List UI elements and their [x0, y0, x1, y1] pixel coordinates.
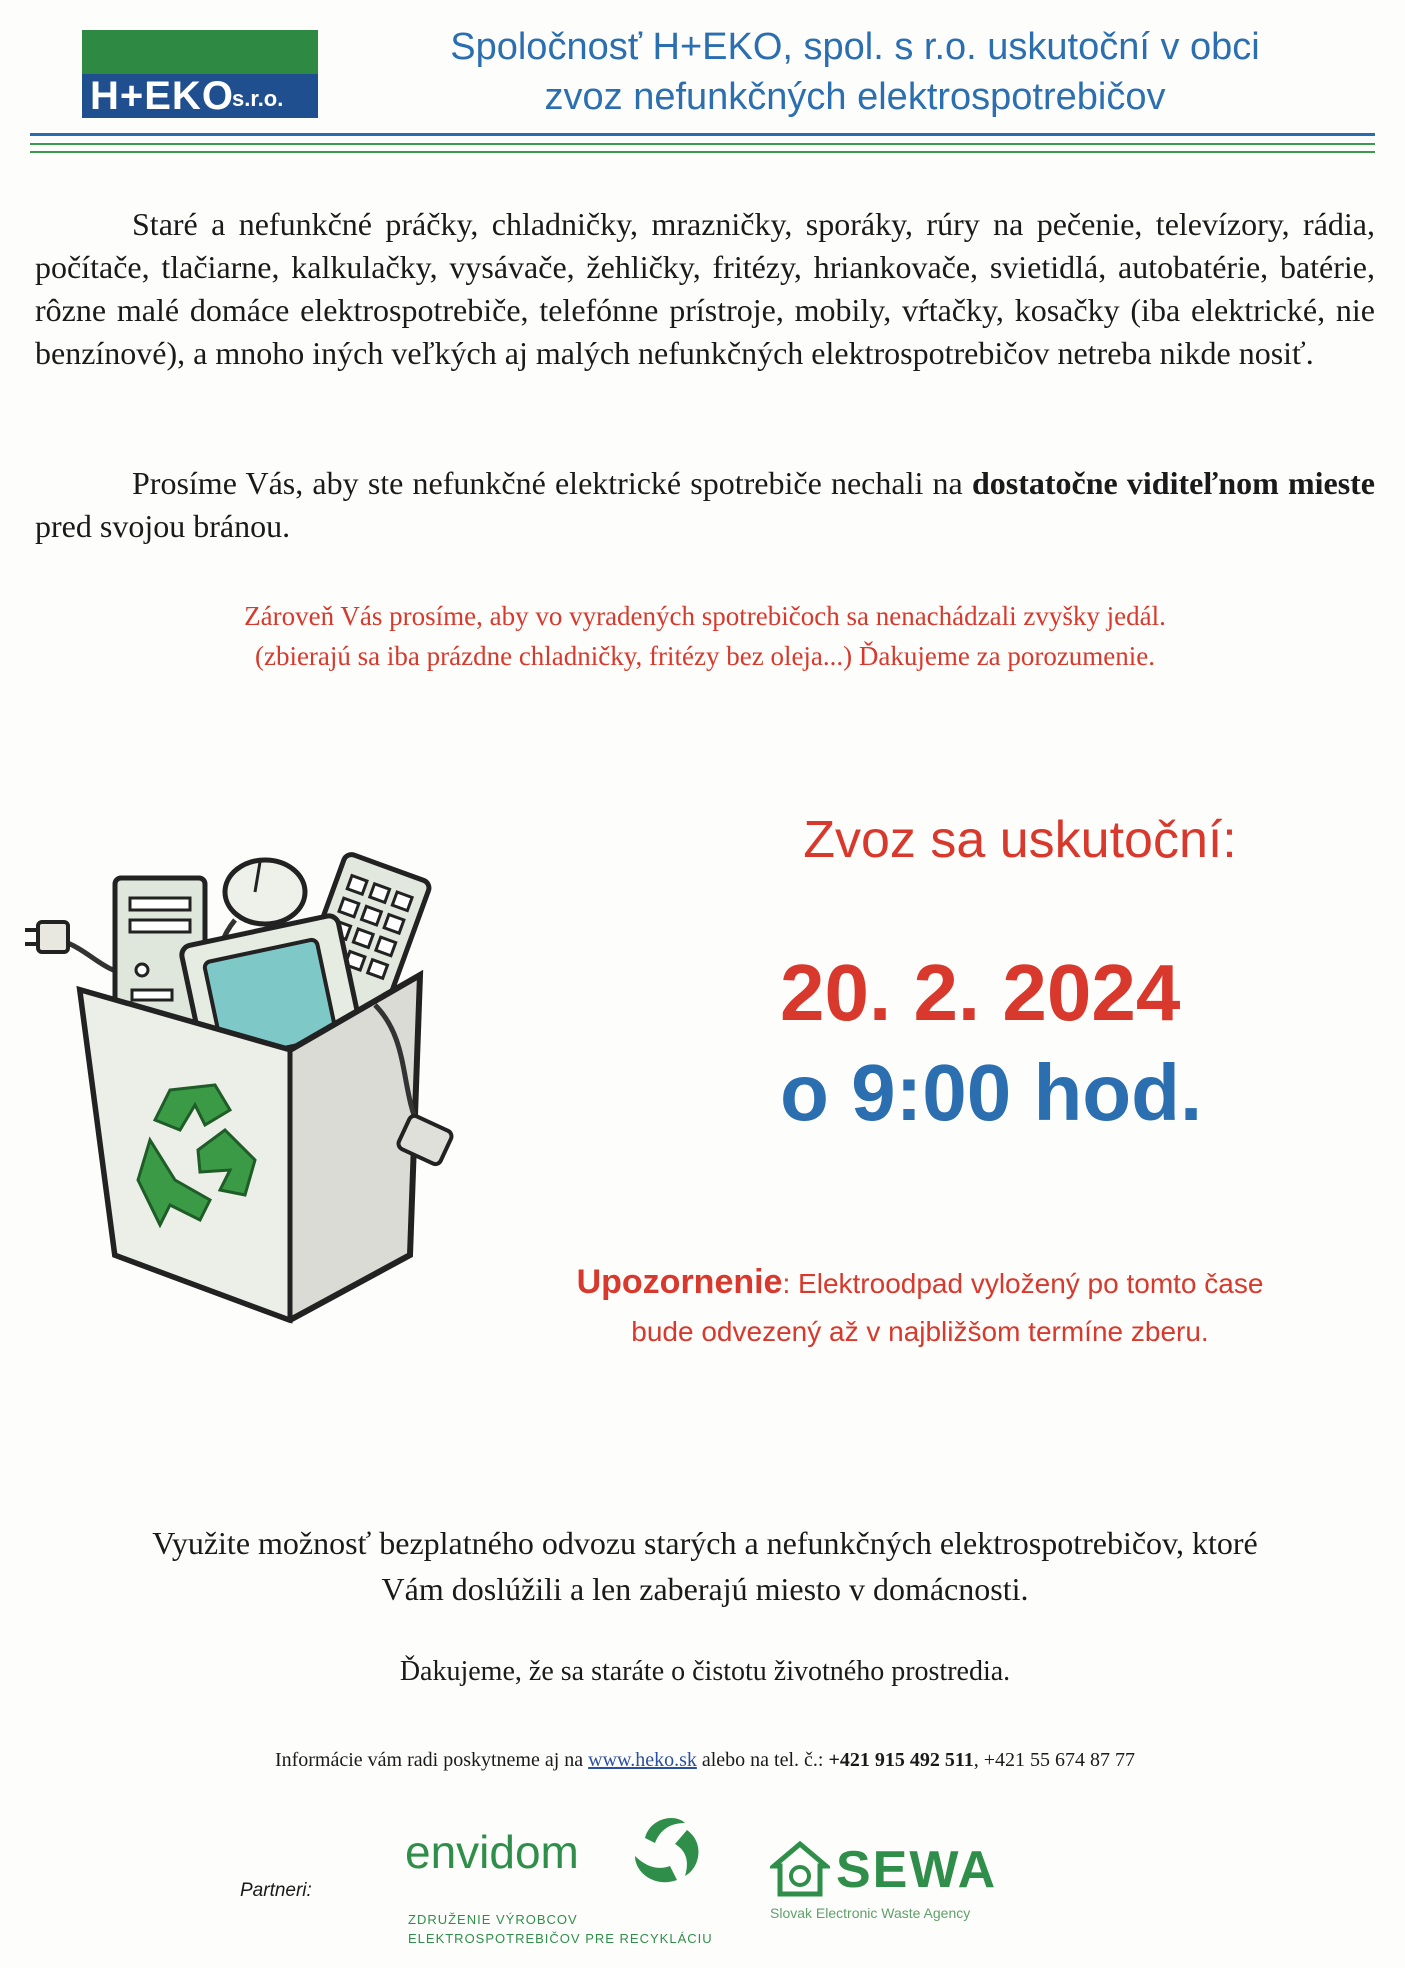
header-rule-blue — [30, 133, 1375, 136]
phone-secondary: , +421 55 674 87 77 — [973, 1749, 1136, 1771]
logo-blue-band — [82, 74, 318, 118]
header-rule-green-2 — [30, 151, 1375, 153]
envidom-logo-text: envidom — [405, 1826, 579, 1878]
placement-text-end: pred svojou bránou. — [35, 508, 291, 544]
sewa-subtitle: Slovak Electronic Waste Agency — [770, 1905, 971, 1921]
header-title — [360, 22, 1350, 122]
free-pickup-line2: Vám doslúžili a len zaberajú miesto v domácnosti. — [381, 1571, 1029, 1607]
envidom-subtitle — [408, 1910, 713, 1948]
recycle-bin-illustration — [20, 800, 470, 1330]
placement-text-bold: dostatočne viditeľnom mieste — [971, 465, 1376, 501]
header-rule-green — [30, 143, 1375, 145]
collection-time: o 9:00 hod. — [780, 1048, 1203, 1137]
free-pickup-message — [35, 1520, 1375, 1612]
sewa-house-icon — [770, 1838, 830, 1898]
header-title-line2: zvoz nefunkčných elektrospotrebičov — [544, 76, 1166, 118]
thanks-message: Ďakujeme, že sa staráte o čistotu životného prostredia. — [399, 1656, 1011, 1687]
partners-label: Partneri: — [240, 1880, 312, 1901]
warning-text-line2: bude odvezený až v najbližšom termíne zberu. — [631, 1316, 1209, 1347]
food-remains-note — [35, 596, 1375, 676]
food-remains-note-line2: (zbierajú sa iba prázdne chladničky, fritézy bez oleja...) Ďakujeme za porozumenie. — [254, 641, 1156, 671]
late-disposal-warning — [500, 1258, 1340, 1356]
warning-title: Upozornenie — [576, 1263, 783, 1301]
free-pickup-line1: Využite možnosť bezplatného odvozu starých a nefunkčných elektrospotrebičov, ktoré — [152, 1525, 1258, 1561]
envidom-leaf-icon — [625, 1808, 707, 1890]
appliance-list-paragraph: Staré a nefunkčné práčky, chladničky, mrazničky, sporáky, rúry na pečenie, televízory, rádia, počítače, tlačiarne, kalkulačky, vysávače, žehličky, fritézy, hriankovače, svietidlá, autobatérie, batérie, rôzne malé domáce elektrospotrebiče, telefónne prístroje, mobily, vŕtačky, kosačky (iba elektrické, nie benzínové), a mnoho iných veľkých aj malých nefunkčných elektrospotrebičov netreba nikde nosiť. — [35, 206, 1375, 371]
collection-label: Zvoz sa uskutoční: — [803, 811, 1237, 869]
phone-primary: +421 915 492 511 — [828, 1749, 974, 1771]
logo-text: H+EKO — [90, 74, 234, 118]
contact-info-start: Informácie vám radi poskytneme aj na — [274, 1749, 589, 1771]
website-link[interactable]: www.heko.sk — [588, 1749, 697, 1771]
sewa-logo-text: SEWA — [836, 1841, 998, 1899]
warning-text-line1: : Elektroodpad vyložený po tomto čase — [782, 1268, 1264, 1299]
logo-green-band — [82, 30, 318, 74]
heko-logo — [82, 30, 318, 118]
food-remains-note-line1: Zároveň Vás prosíme, aby vo vyradených spotrebičoch sa nenachádzali zvyšky jedál. — [244, 601, 1166, 631]
warning-line1 — [500, 1258, 1340, 1308]
collection-date: 20. 2. 2024 — [780, 948, 1181, 1037]
envidom-subtitle-line2: ELEKTROSPOTREBIČOV PRE RECYKLÁCIU — [408, 1931, 713, 1946]
placement-text-start: Prosíme Vás, aby ste nefunkčné elektrické spotrebiče nechali na — [132, 465, 972, 501]
envidom-subtitle-line1: ZDRUŽENIE VÝROBCOV — [408, 1912, 578, 1927]
logo-sro: s.r.o. — [232, 86, 284, 111]
contact-info-mid: alebo na tel. č.: — [696, 1749, 829, 1771]
header-title-line1: Spoločnosť H+EKO, spol. s r.o. uskutoční v obci — [450, 26, 1260, 68]
placement-paragraph — [35, 462, 1375, 548]
contact-info — [35, 1745, 1375, 1775]
sewa-logo — [770, 1838, 1010, 1928]
